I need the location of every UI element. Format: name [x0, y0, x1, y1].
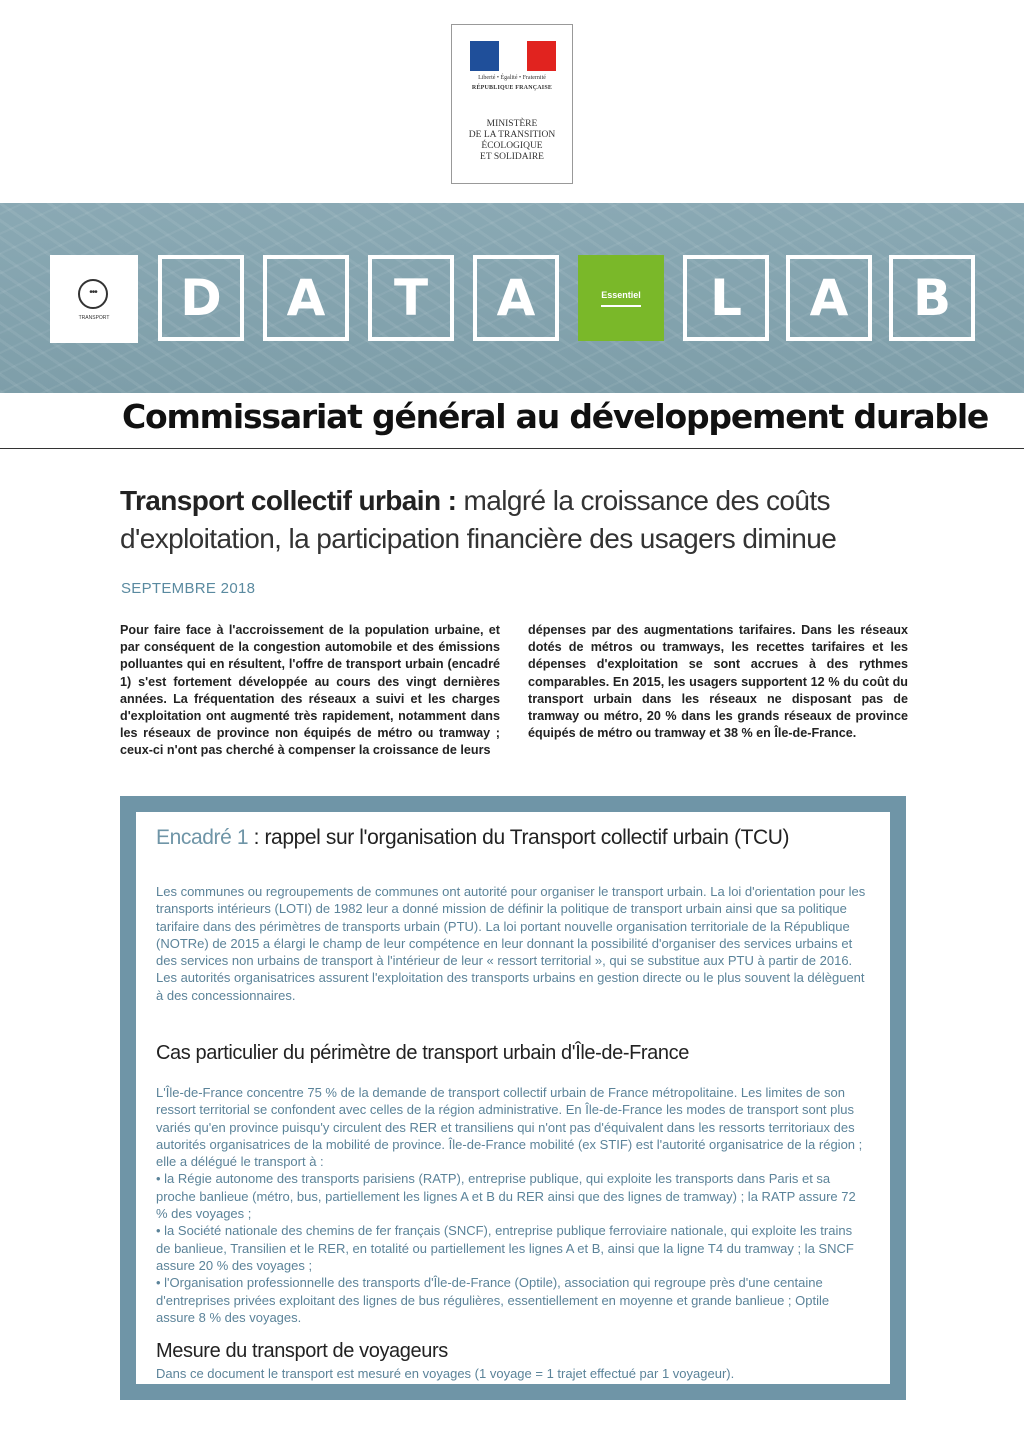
document-title [120, 482, 920, 558]
publisher-title: Commissariat général au développement durable [122, 397, 989, 436]
letter-tile-a2: A [473, 255, 559, 341]
letter-tile-t: T [368, 255, 454, 341]
letter-tile-a3: A [786, 255, 872, 341]
motto: Liberté • Égalité • Fraternité [478, 75, 546, 81]
title-bold: Transport collectif urbain : [120, 485, 457, 516]
transport-icon [78, 279, 108, 309]
encadre-paragraph-2 [156, 1084, 866, 1326]
letter-tile-d: D [158, 255, 244, 341]
publication-date: SEPTEMBRE 2018 [121, 580, 256, 597]
republic-name: RÉPUBLIQUE FRANÇAISE [471, 85, 553, 91]
encadre-heading-mesure: Mesure du transport de voyageurs [156, 1340, 448, 1362]
encadre-content [136, 812, 890, 1384]
encadre-paragraph-1: Les communes ou regroupements de communes ont autorité pour organiser le transport urbain. La loi d'orientation pour les transports intérieurs (LOTI) de 1982 leur a donné mission de définir la politique de transport urbain ainsi que sa politique tarifaire dans des périmètres de transports urbain (PTU). La loi portant nouvelle organisation territoriale de la République (NOTRe) de 2015 a élargi le champ de leur compétence en leur donnant la possibilité d'organiser des services urbains et des services non urbains de transport à l'intérieur de leur « ressort territorial », qui se substitue aux PTU à partir de 2016. Les autorités organisatrices assurent l'exploitation des transports urbains en gestion directe ou le plus souvent la délèguent à des concessionnaires. [156, 884, 866, 1003]
list-item: • la Société nationale des chemins de fer français (SNCF), entreprise publique ferroviaire nationale, qui exploite les trains de banlieue, Transilien et le RER, en totalité ou partiellement les lignes A et B, ainsi que la ligne T4 du tramway ; la SNCF assure 20 % des voyages ; [156, 1223, 854, 1273]
ministry-name: MINISTÈRE DE LA TRANSITION ÉCOLOGIQUE ET SOLIDAIRE [468, 119, 556, 162]
encadre-paragraph-3: Dans ce document le transport est mesuré en voyages (1 voyage = 1 trajet effectué par 1 voyageur). [156, 1366, 735, 1381]
ministry-logo [451, 24, 573, 184]
list-item: L'Île-de-France concentre 75 % de la demande de transport collectif urbain de France métropolitaine. Les limites de son ressort territorial se confondent avec celles de la région administrative. En Île-de-France les modes de transport sont plus variés qu'en province puisqu'y circulent des RER et transiliens qui n'ont pas d'équivalent dans les ressorts territoriaux des autorités organisatrices de la mobilité de province. Île-de-France mobilité (ex STIF) est l'autorité organisatrice de la région ; elle a délégué le transport à : [156, 1085, 863, 1170]
letter-tile-a: A [263, 255, 349, 341]
intro-column-left: Pour faire face à l'accroissement de la population urbaine, et par conséquent de la congestion automobile et des émissions polluantes qui en résultent, l'offre de transport urbain (encadré 1) s'est fortement développée au cours des vingt dernières années. La fréquentation des réseaux a suivi et les charges d'exploitation ont augmenté très rapidement, notamment dans les réseaux de province non équipés de métro ou tramway ; ceux-ci n'ont pas cherché à compenser la croissance de leurs [120, 623, 500, 758]
encadre-title-text: : rappel sur l'organisation du Transport collectif urbain (TCU) [248, 826, 790, 849]
letter-tile-l: L [683, 255, 769, 341]
encadre-label: Encadré 1 [156, 826, 249, 849]
list-item: • la Régie autonome des transports parisiens (RATP), entreprise publique, qui exploite les transports dans Paris et sa proche banlieue (métro, bus, partiellement les lignes A et B du RER ainsi que des lignes de tramway) ; la RATP assure 72 % des voyages ; [156, 1171, 856, 1222]
title-rest: malgré la croissance des coûts d'exploitation, la participation financière des usagers diminue [120, 485, 837, 554]
essentiel-badge: Essentiel [578, 255, 664, 341]
theme-label: TRANSPORT [78, 315, 110, 321]
datalab-banner [0, 203, 1024, 393]
republic-flag-icon [470, 41, 556, 71]
encadre-heading-idf: Cas particulier du périmètre de transport urbain d'Île-de-France [156, 1042, 689, 1064]
transport-theme-tile [50, 255, 138, 343]
list-item: • l'Organisation professionnelle des transports d'Île-de-France (Optile), association qui regroupe près d'une centaine d'entreprises privées exploitant des lignes de bus régulières, essentiellement en moyenne et grande banlieue ; Optile assure 8 % des voyages. [156, 1275, 830, 1325]
encadre-title [156, 826, 789, 850]
divider [0, 448, 1024, 449]
letter-tile-b: B [889, 255, 975, 341]
encadre-box [120, 796, 906, 1400]
intro-column-right: dépenses par des augmentations tarifaires. Dans les réseaux dotés de métros ou tramways, les recettes tarifaires et les dépenses d'exploitation se sont accrues à des rythmes comparables. En 2015, les usagers supportent 12 % du coût du transport urbain dans les réseaux ne disposant pas de tramway ou métro, 20 % dans les grands réseaux de province équipés de métro ou tramway et 38 % en Île-de-France. [528, 623, 908, 741]
